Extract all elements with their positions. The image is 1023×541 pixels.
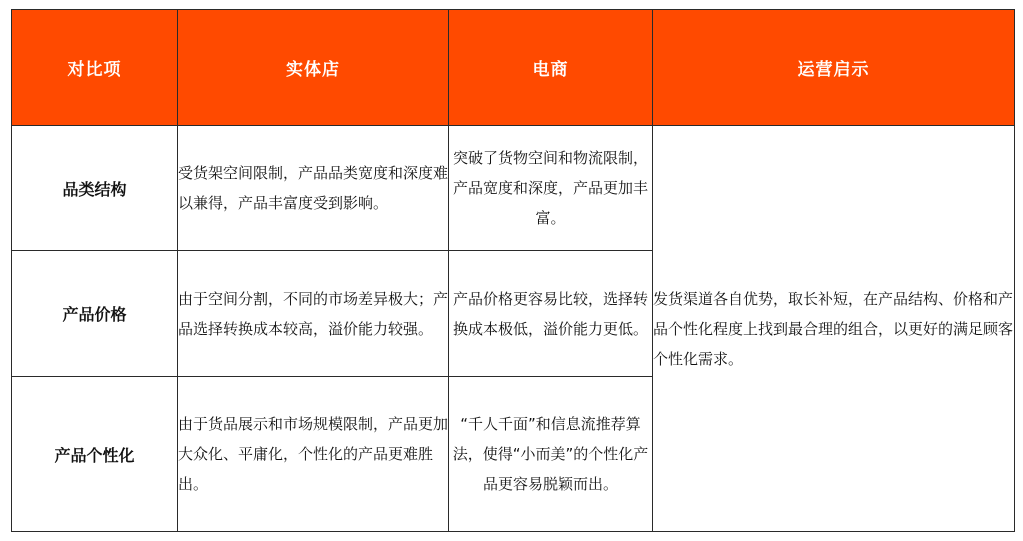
cell-store-category-structure: 受货架空间限制，产品品类宽度和深度难以兼得，产品丰富度受到影响。 bbox=[178, 126, 449, 251]
cell-ecom-category-structure: 突破了货物空间和物流限制，产品宽度和深度，产品更加丰富。 bbox=[449, 126, 653, 251]
header-row bbox=[12, 10, 1015, 126]
row-label-product-price: 产品价格 bbox=[12, 251, 178, 377]
cell-store-product-personalization: 由于货品展示和市场规模限制，产品更加大众化、平庸化，个性化的产品更难胜出。 bbox=[178, 377, 449, 532]
row-label-product-personalization: 产品个性化 bbox=[12, 377, 178, 532]
header-physical-store: 实体店 bbox=[178, 10, 449, 126]
row-label-category-structure: 品类结构 bbox=[12, 126, 178, 251]
table-row bbox=[12, 126, 1015, 251]
cell-ecom-product-personalization: “千人千面”和信息流推荐算法，使得“小而美”的个性化产品更容易脱颖而出。 bbox=[449, 377, 653, 532]
comparison-table bbox=[11, 9, 1015, 532]
header-comparison-item: 对比项 bbox=[12, 10, 178, 126]
cell-store-product-price: 由于空间分割，不同的市场差异极大；产品选择转换成本较高，溢价能力较强。 bbox=[178, 251, 449, 377]
cell-ecom-product-price: 产品价格更容易比较，选择转换成本极低，溢价能力更低。 bbox=[449, 251, 653, 377]
header-ecommerce: 电商 bbox=[449, 10, 653, 126]
header-operational-insight: 运营启示 bbox=[653, 10, 1015, 126]
cell-operational-insight: 发货渠道各自优势，取长补短，在产品结构、价格和产品个性化程度上找到最合理的组合，以更好的满足顾客个性化需求。 bbox=[653, 126, 1015, 532]
